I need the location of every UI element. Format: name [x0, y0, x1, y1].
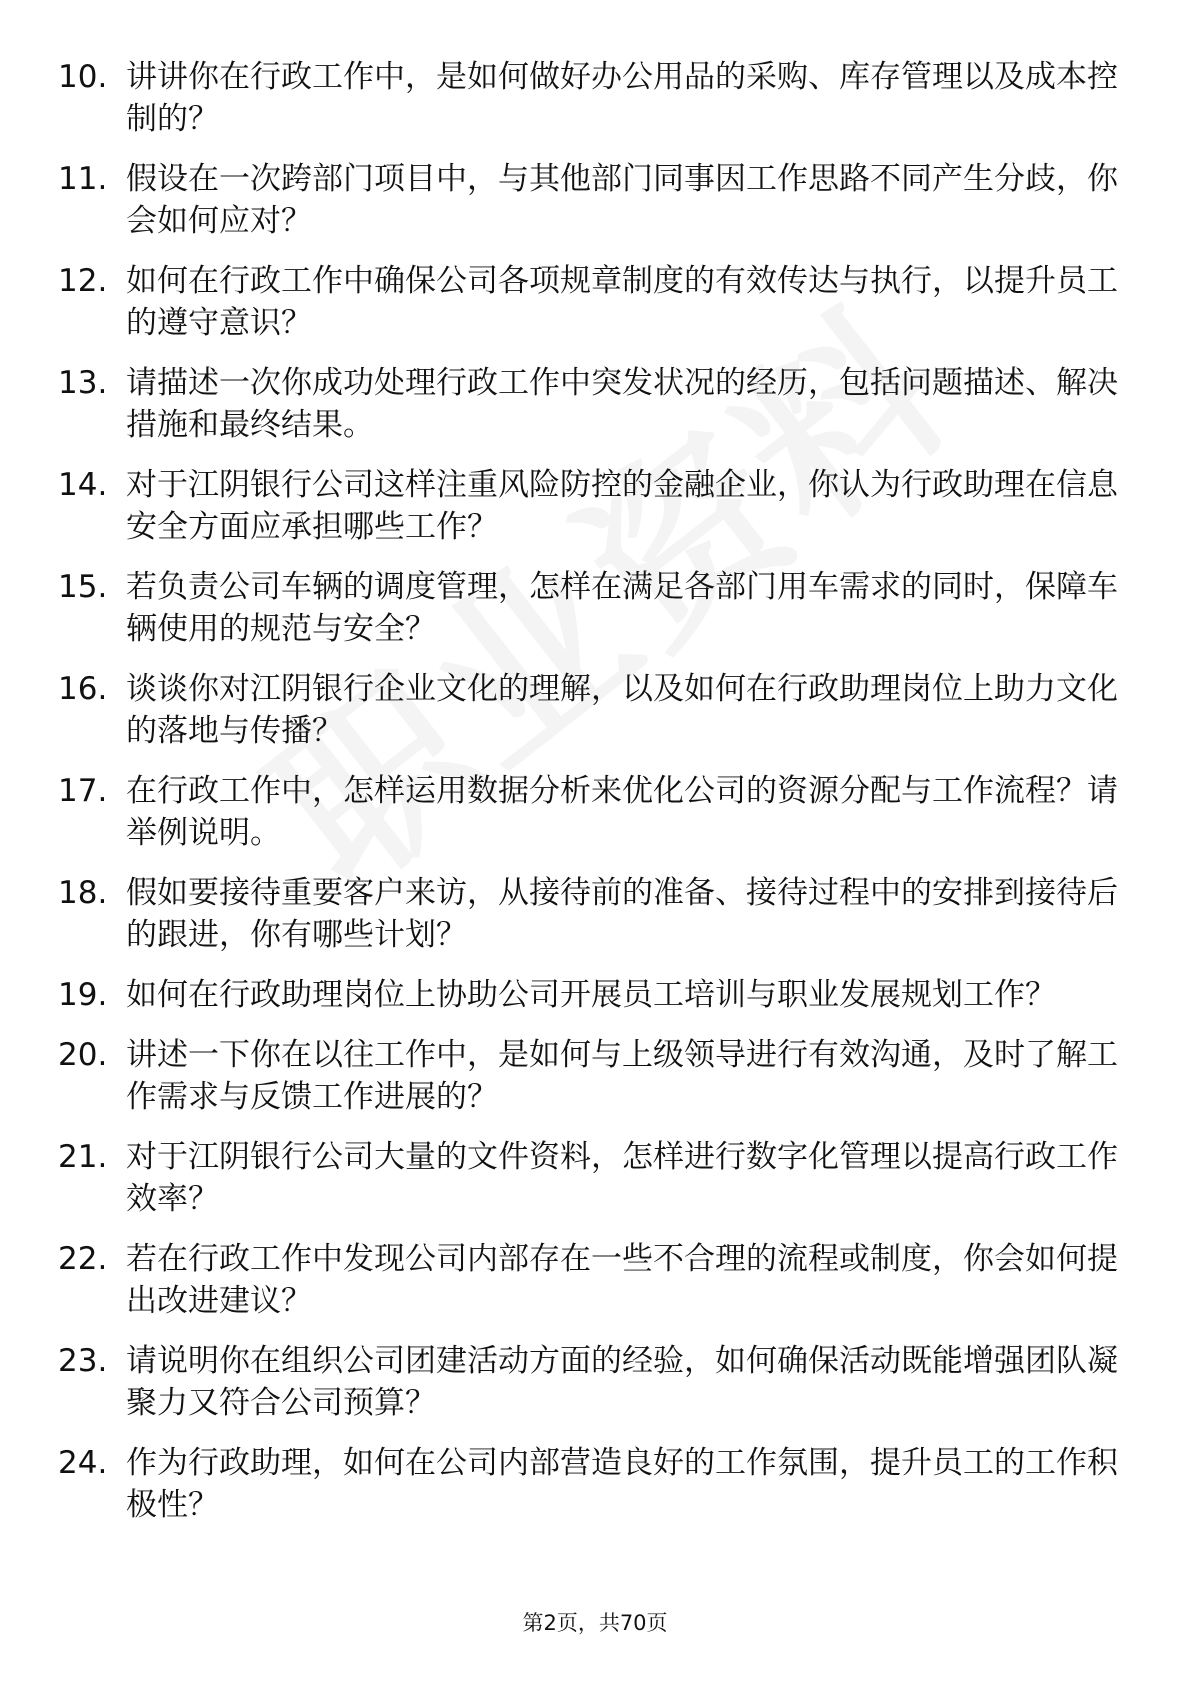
- question-number: 15.: [58, 569, 108, 605]
- question-text: 谈谈你对江阴银行企业文化的理解，以及如何在行政助理岗位上助力文化的落地与传播？: [126, 671, 1118, 749]
- question-text: 请说明你在组织公司团建活动方面的经验，如何确保活动既能增强团队凝聚力又符合公司预算？: [126, 1343, 1118, 1421]
- question-item: [58, 872, 1118, 956]
- question-number: 19.: [58, 977, 108, 1013]
- question-number: 20.: [58, 1037, 108, 1073]
- question-number: 11.: [58, 161, 108, 197]
- question-text: 作为行政助理，如何在公司内部营造良好的工作氛围，提升员工的工作积极性？: [126, 1445, 1118, 1523]
- question-item: [58, 158, 1118, 242]
- question-text: 对于江阴银行公司大量的文件资料，怎样进行数字化管理以提高行政工作效率？: [126, 1139, 1118, 1217]
- question-text: 请描述一次你成功处理行政工作中突发状况的经历，包括问题描述、解决措施和最终结果。: [126, 365, 1118, 443]
- question-number: 16.: [58, 671, 108, 707]
- question-text: 如何在行政助理岗位上协助公司开展员工培训与职业发展规划工作？: [126, 977, 1056, 1013]
- question-number: 17.: [58, 773, 108, 809]
- question-text: 讲讲你在行政工作中，是如何做好办公用品的采购、库存管理以及成本控制的？: [126, 59, 1118, 137]
- question-item: [58, 1136, 1118, 1220]
- question-item: [58, 464, 1118, 548]
- question-item: [58, 1238, 1118, 1322]
- question-text: 如何在行政工作中确保公司各项规章制度的有效传达与执行，以提升员工的遵守意识？: [126, 263, 1118, 341]
- question-item: [58, 1340, 1118, 1424]
- question-text: 在行政工作中，怎样运用数据分析来优化公司的资源分配与工作流程？请举例说明。: [126, 773, 1118, 851]
- question-item: [58, 770, 1118, 854]
- question-text: 假如要接待重要客户来访，从接待前的准备、接待过程中的安排到接待后的跟进，你有哪些计划？: [126, 875, 1118, 953]
- question-item: [58, 566, 1118, 650]
- question-text: 若在行政工作中发现公司内部存在一些不合理的流程或制度，你会如何提出改进建议？: [126, 1241, 1118, 1319]
- question-text: 假设在一次跨部门项目中，与其他部门同事因工作思路不同产生分歧，你会如何应对？: [126, 161, 1118, 239]
- question-text: 对于江阴银行公司这样注重风险防控的金融企业，你认为行政助理在信息安全方面应承担哪些工作？: [126, 467, 1118, 545]
- page-footer: 第2页，共70页: [522, 1611, 668, 1635]
- question-number: 24.: [58, 1445, 108, 1481]
- question-item: [58, 56, 1118, 140]
- question-number: 13.: [58, 365, 108, 401]
- question-item: [58, 362, 1118, 446]
- question-number: 10.: [58, 59, 108, 95]
- question-list: [58, 56, 1118, 1544]
- question-item: [58, 260, 1118, 344]
- question-item: [58, 1442, 1118, 1526]
- question-number: 18.: [58, 875, 108, 911]
- question-number: 23.: [58, 1343, 108, 1379]
- question-number: 14.: [58, 467, 108, 503]
- question-number: 21.: [58, 1139, 108, 1175]
- question-item: [58, 668, 1118, 752]
- question-text: 讲述一下你在以往工作中，是如何与上级领导进行有效沟通，及时了解工作需求与反馈工作进展的？: [126, 1037, 1118, 1115]
- question-item: [58, 974, 1118, 1016]
- question-item: [58, 1034, 1118, 1118]
- question-text: 若负责公司车辆的调度管理，怎样在满足各部门用车需求的同时，保障车辆使用的规范与安全？: [126, 569, 1118, 647]
- question-number: 12.: [58, 263, 108, 299]
- question-number: 22.: [58, 1241, 108, 1277]
